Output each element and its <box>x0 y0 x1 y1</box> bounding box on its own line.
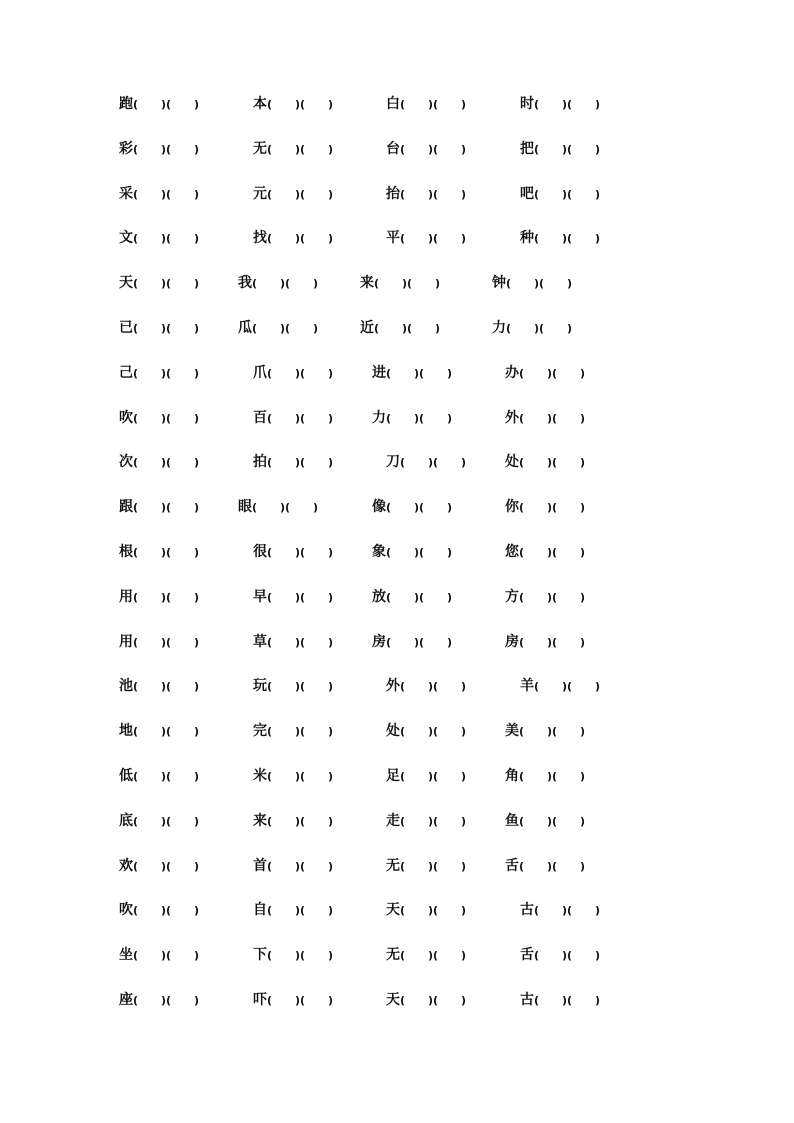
answer-blanks[interactable]: ( )( ) <box>400 98 467 111</box>
character-entry <box>520 675 600 697</box>
answer-blanks[interactable]: ( )( ) <box>267 994 334 1007</box>
character-entry <box>505 855 585 877</box>
answer-blanks[interactable]: ( )( ) <box>386 636 453 649</box>
base-character: 已 <box>119 320 133 336</box>
character-entry <box>372 496 452 518</box>
character-entry <box>238 272 318 294</box>
answer-blanks[interactable]: ( )( ) <box>534 188 601 201</box>
character-entry <box>386 138 466 160</box>
answer-blanks[interactable]: ( )( ) <box>133 456 200 469</box>
base-character: 房 <box>372 634 386 650</box>
answer-blanks[interactable]: ( )( ) <box>534 949 601 962</box>
base-character: 足 <box>386 768 400 784</box>
answer-blanks[interactable]: ( )( ) <box>386 546 453 559</box>
base-character: 处 <box>505 454 519 470</box>
base-character: 时 <box>520 96 534 112</box>
worksheet-row <box>0 407 794 429</box>
answer-blanks[interactable]: ( )( ) <box>400 994 467 1007</box>
base-character: 象 <box>372 544 386 560</box>
answer-blanks[interactable]: ( )( ) <box>267 904 334 917</box>
character-entry <box>253 93 333 115</box>
answer-blanks[interactable]: ( )( ) <box>133 591 200 604</box>
answer-blanks[interactable]: ( )( ) <box>400 949 467 962</box>
character-entry <box>520 183 600 205</box>
base-character: 外 <box>386 678 400 694</box>
answer-blanks[interactable]: ( )( ) <box>374 277 441 290</box>
answer-blanks[interactable]: ( )( ) <box>534 994 601 1007</box>
character-entry <box>386 93 466 115</box>
base-character: 白 <box>386 96 400 112</box>
base-character: 拍 <box>253 454 267 470</box>
character-entry <box>386 855 466 877</box>
character-entry <box>253 989 333 1011</box>
character-entry <box>119 944 199 966</box>
worksheet-row <box>0 720 794 742</box>
answer-blanks[interactable]: ( )( ) <box>133 546 200 559</box>
character-entry <box>253 720 333 742</box>
character-entry <box>386 899 466 921</box>
base-character: 座 <box>119 992 133 1008</box>
base-character: 力 <box>372 410 386 426</box>
base-character: 把 <box>520 141 534 157</box>
base-character: 底 <box>119 813 133 829</box>
base-character: 方 <box>505 589 519 605</box>
answer-blanks[interactable]: ( )( ) <box>386 591 453 604</box>
character-entry <box>119 541 199 563</box>
answer-blanks[interactable]: ( )( ) <box>133 636 200 649</box>
base-character: 次 <box>119 454 133 470</box>
character-entry <box>386 451 466 473</box>
answer-blanks[interactable]: ( )( ) <box>400 860 467 873</box>
character-entry <box>505 496 585 518</box>
base-character: 角 <box>505 768 519 784</box>
base-character: 地 <box>119 723 133 739</box>
base-character: 来 <box>253 813 267 829</box>
base-character: 早 <box>253 589 267 605</box>
base-character: 池 <box>119 678 133 694</box>
base-character: 美 <box>505 723 519 739</box>
character-entry <box>253 675 333 697</box>
answer-blanks[interactable]: ( )( ) <box>534 98 601 111</box>
base-character: 房 <box>505 634 519 650</box>
answer-blanks[interactable]: ( )( ) <box>400 456 467 469</box>
character-entry <box>505 765 585 787</box>
base-character: 舌 <box>520 947 534 963</box>
worksheet-row <box>0 138 794 160</box>
character-entry <box>386 765 466 787</box>
character-entry <box>520 989 600 1011</box>
base-character: 我 <box>238 275 252 291</box>
base-character: 眼 <box>238 499 252 515</box>
answer-blanks[interactable]: ( )( ) <box>267 860 334 873</box>
answer-blanks[interactable]: ( )( ) <box>133 770 200 783</box>
character-entry <box>386 810 466 832</box>
answer-blanks[interactable]: ( )( ) <box>519 546 586 559</box>
character-entry <box>253 899 333 921</box>
character-entry <box>372 631 452 653</box>
base-character: 办 <box>505 365 519 381</box>
base-character: 百 <box>253 410 267 426</box>
base-character: 文 <box>119 230 133 246</box>
character-entry <box>386 675 466 697</box>
character-entry <box>372 586 452 608</box>
character-entry <box>253 183 333 205</box>
character-entry <box>505 720 585 742</box>
answer-blanks[interactable]: ( )( ) <box>267 367 334 380</box>
answer-blanks[interactable]: ( )( ) <box>133 188 200 201</box>
base-character: 古 <box>520 902 534 918</box>
base-character: 坐 <box>119 947 133 963</box>
base-character: 己 <box>119 365 133 381</box>
answer-blanks[interactable]: ( )( ) <box>519 815 586 828</box>
answer-blanks[interactable]: ( )( ) <box>400 680 467 693</box>
base-character: 无 <box>386 858 400 874</box>
base-character: 下 <box>253 947 267 963</box>
base-character: 台 <box>386 141 400 157</box>
character-entry <box>505 451 585 473</box>
answer-blanks[interactable]: ( )( ) <box>506 277 573 290</box>
answer-blanks[interactable]: ( )( ) <box>133 680 200 693</box>
character-entry <box>119 810 199 832</box>
character-entry <box>386 183 466 205</box>
base-character: 草 <box>253 634 267 650</box>
answer-blanks[interactable]: ( )( ) <box>267 188 334 201</box>
answer-blanks[interactable]: ( )( ) <box>267 98 334 111</box>
base-character: 玩 <box>253 678 267 694</box>
worksheet-row <box>0 899 794 921</box>
base-character: 用 <box>119 634 133 650</box>
character-entry <box>386 989 466 1011</box>
character-entry <box>386 944 466 966</box>
base-character: 吓 <box>253 992 267 1008</box>
character-entry <box>505 586 585 608</box>
base-character: 你 <box>505 499 519 515</box>
character-entry <box>253 227 333 249</box>
answer-blanks[interactable]: ( )( ) <box>133 904 200 917</box>
answer-blanks[interactable]: ( )( ) <box>133 232 200 245</box>
character-entry <box>253 586 333 608</box>
character-entry <box>505 631 585 653</box>
answer-blanks[interactable]: ( )( ) <box>133 322 200 335</box>
worksheet-row <box>0 183 794 205</box>
answer-blanks[interactable]: ( )( ) <box>252 322 319 335</box>
answer-blanks[interactable]: ( )( ) <box>267 949 334 962</box>
character-entry <box>119 496 199 518</box>
character-entry <box>386 227 466 249</box>
base-character: 古 <box>520 992 534 1008</box>
base-character: 外 <box>505 410 519 426</box>
answer-blanks[interactable]: ( )( ) <box>400 232 467 245</box>
base-character: 瓜 <box>238 320 252 336</box>
answer-blanks[interactable]: ( )( ) <box>386 367 453 380</box>
base-character: 来 <box>360 275 374 291</box>
base-character: 欢 <box>119 858 133 874</box>
worksheet-row <box>0 586 794 608</box>
base-character: 自 <box>253 902 267 918</box>
base-character: 低 <box>119 768 133 784</box>
answer-blanks[interactable]: ( )( ) <box>400 143 467 156</box>
character-entry <box>360 317 440 339</box>
character-entry <box>253 138 333 160</box>
answer-blanks[interactable]: ( )( ) <box>519 591 586 604</box>
answer-blanks[interactable]: ( )( ) <box>386 501 453 514</box>
base-character: 本 <box>253 96 267 112</box>
character-entry <box>505 362 585 384</box>
answer-blanks[interactable]: ( )( ) <box>133 277 200 290</box>
character-entry <box>253 765 333 787</box>
character-entry <box>505 541 585 563</box>
character-entry <box>238 496 318 518</box>
base-character: 元 <box>253 186 267 202</box>
answer-blanks[interactable]: ( )( ) <box>400 770 467 783</box>
base-character: 抬 <box>386 186 400 202</box>
character-entry <box>119 407 199 429</box>
character-entry <box>119 138 199 160</box>
base-character: 很 <box>253 544 267 560</box>
character-entry <box>238 317 318 339</box>
answer-blanks[interactable]: ( )( ) <box>133 98 200 111</box>
worksheet-row <box>0 93 794 115</box>
character-entry <box>119 272 199 294</box>
answer-blanks[interactable]: ( )( ) <box>267 636 334 649</box>
base-character: 舌 <box>505 858 519 874</box>
character-entry <box>119 451 199 473</box>
answer-blanks[interactable]: ( )( ) <box>133 994 200 1007</box>
character-entry <box>119 317 199 339</box>
answer-blanks[interactable]: ( )( ) <box>534 904 601 917</box>
worksheet-row <box>0 496 794 518</box>
answer-blanks[interactable]: ( )( ) <box>374 322 441 335</box>
base-character: 根 <box>119 544 133 560</box>
character-entry <box>119 855 199 877</box>
answer-blanks[interactable]: ( )( ) <box>519 860 586 873</box>
base-character: 爪 <box>253 365 267 381</box>
base-character: 吹 <box>119 410 133 426</box>
answer-blanks[interactable]: ( )( ) <box>133 412 200 425</box>
base-character: 米 <box>253 768 267 784</box>
character-entry <box>119 227 199 249</box>
base-character: 用 <box>119 589 133 605</box>
answer-blanks[interactable]: ( )( ) <box>519 636 586 649</box>
base-character: 鱼 <box>505 813 519 829</box>
answer-blanks[interactable]: ( )( ) <box>519 456 586 469</box>
base-character: 无 <box>253 141 267 157</box>
character-entry <box>253 541 333 563</box>
character-entry <box>119 586 199 608</box>
answer-blanks[interactable]: ( )( ) <box>400 188 467 201</box>
answer-blanks[interactable]: ( )( ) <box>534 232 601 245</box>
answer-blanks[interactable]: ( )( ) <box>267 725 334 738</box>
base-character: 完 <box>253 723 267 739</box>
character-entry <box>372 541 452 563</box>
answer-blanks[interactable]: ( )( ) <box>267 546 334 559</box>
answer-blanks[interactable]: ( )( ) <box>267 412 334 425</box>
base-character: 平 <box>386 230 400 246</box>
character-entry <box>253 362 333 384</box>
character-entry <box>119 989 199 1011</box>
character-entry <box>360 272 440 294</box>
answer-blanks[interactable]: ( )( ) <box>534 680 601 693</box>
answer-blanks[interactable]: ( )( ) <box>506 322 573 335</box>
answer-blanks[interactable]: ( )( ) <box>400 725 467 738</box>
base-character: 处 <box>386 723 400 739</box>
character-entry <box>119 899 199 921</box>
answer-blanks[interactable]: ( )( ) <box>267 456 334 469</box>
answer-blanks[interactable]: ( )( ) <box>534 143 601 156</box>
character-entry <box>119 362 199 384</box>
character-entry <box>492 272 572 294</box>
worksheet-row <box>0 272 794 294</box>
character-entry <box>386 720 466 742</box>
answer-blanks[interactable]: ( )( ) <box>133 143 200 156</box>
answer-blanks[interactable]: ( )( ) <box>267 680 334 693</box>
answer-blanks[interactable]: ( )( ) <box>519 725 586 738</box>
answer-blanks[interactable]: ( )( ) <box>133 367 200 380</box>
base-character: 无 <box>386 947 400 963</box>
base-character: 走 <box>386 813 400 829</box>
character-entry <box>253 810 333 832</box>
answer-blanks[interactable]: ( )( ) <box>133 949 200 962</box>
character-entry <box>372 407 452 429</box>
answer-blanks[interactable]: ( )( ) <box>133 860 200 873</box>
base-character: 像 <box>372 499 386 515</box>
answer-blanks[interactable]: ( )( ) <box>267 591 334 604</box>
character-entry <box>520 899 600 921</box>
answer-blanks[interactable]: ( )( ) <box>133 725 200 738</box>
character-entry <box>520 944 600 966</box>
answer-blanks[interactable]: ( )( ) <box>519 412 586 425</box>
base-character: 您 <box>505 544 519 560</box>
base-character: 放 <box>372 589 386 605</box>
character-entry <box>119 183 199 205</box>
answer-blanks[interactable]: ( )( ) <box>400 904 467 917</box>
base-character: 采 <box>119 186 133 202</box>
answer-blanks[interactable]: ( )( ) <box>133 501 200 514</box>
worksheet-row <box>0 317 794 339</box>
character-entry <box>253 631 333 653</box>
character-entry <box>520 93 600 115</box>
base-character: 刀 <box>386 454 400 470</box>
character-entry <box>253 944 333 966</box>
answer-blanks[interactable]: ( )( ) <box>267 770 334 783</box>
answer-blanks[interactable]: ( )( ) <box>252 277 319 290</box>
base-character: 跑 <box>119 96 133 112</box>
worksheet-row <box>0 362 794 384</box>
answer-blanks[interactable]: ( )( ) <box>519 501 586 514</box>
worksheet-row <box>0 631 794 653</box>
base-character: 天 <box>119 275 133 291</box>
character-entry <box>492 317 572 339</box>
worksheet-row <box>0 944 794 966</box>
character-entry <box>520 138 600 160</box>
character-entry <box>119 93 199 115</box>
character-entry <box>119 631 199 653</box>
base-character: 羊 <box>520 678 534 694</box>
character-entry <box>119 720 199 742</box>
character-entry <box>253 451 333 473</box>
base-character: 近 <box>360 320 374 336</box>
base-character: 力 <box>492 320 506 336</box>
character-entry <box>505 407 585 429</box>
base-character: 天 <box>386 902 400 918</box>
answer-blanks[interactable]: ( )( ) <box>386 412 453 425</box>
base-character: 吹 <box>119 902 133 918</box>
character-entry <box>119 765 199 787</box>
base-character: 钟 <box>492 275 506 291</box>
base-character: 天 <box>386 992 400 1008</box>
character-entry <box>372 362 452 384</box>
answer-blanks[interactable]: ( )( ) <box>400 815 467 828</box>
answer-blanks[interactable]: ( )( ) <box>519 770 586 783</box>
base-character: 找 <box>253 230 267 246</box>
character-entry <box>520 227 600 249</box>
answer-blanks[interactable]: ( )( ) <box>519 367 586 380</box>
character-entry <box>253 855 333 877</box>
answer-blanks[interactable]: ( )( ) <box>267 815 334 828</box>
answer-blanks[interactable]: ( )( ) <box>252 501 319 514</box>
base-character: 跟 <box>119 499 133 515</box>
character-entry <box>119 675 199 697</box>
answer-blanks[interactable]: ( )( ) <box>267 232 334 245</box>
worksheet-row <box>0 810 794 832</box>
answer-blanks[interactable]: ( )( ) <box>267 143 334 156</box>
answer-blanks[interactable]: ( )( ) <box>133 815 200 828</box>
base-character: 首 <box>253 858 267 874</box>
base-character: 进 <box>372 365 386 381</box>
worksheet-row <box>0 855 794 877</box>
worksheet-row <box>0 451 794 473</box>
base-character: 彩 <box>119 141 133 157</box>
worksheet-row <box>0 541 794 563</box>
worksheet-row <box>0 675 794 697</box>
worksheet-row <box>0 765 794 787</box>
worksheet-row <box>0 989 794 1011</box>
base-character: 吧 <box>520 186 534 202</box>
worksheet-row <box>0 227 794 249</box>
base-character: 种 <box>520 230 534 246</box>
character-entry <box>253 407 333 429</box>
character-entry <box>505 810 585 832</box>
